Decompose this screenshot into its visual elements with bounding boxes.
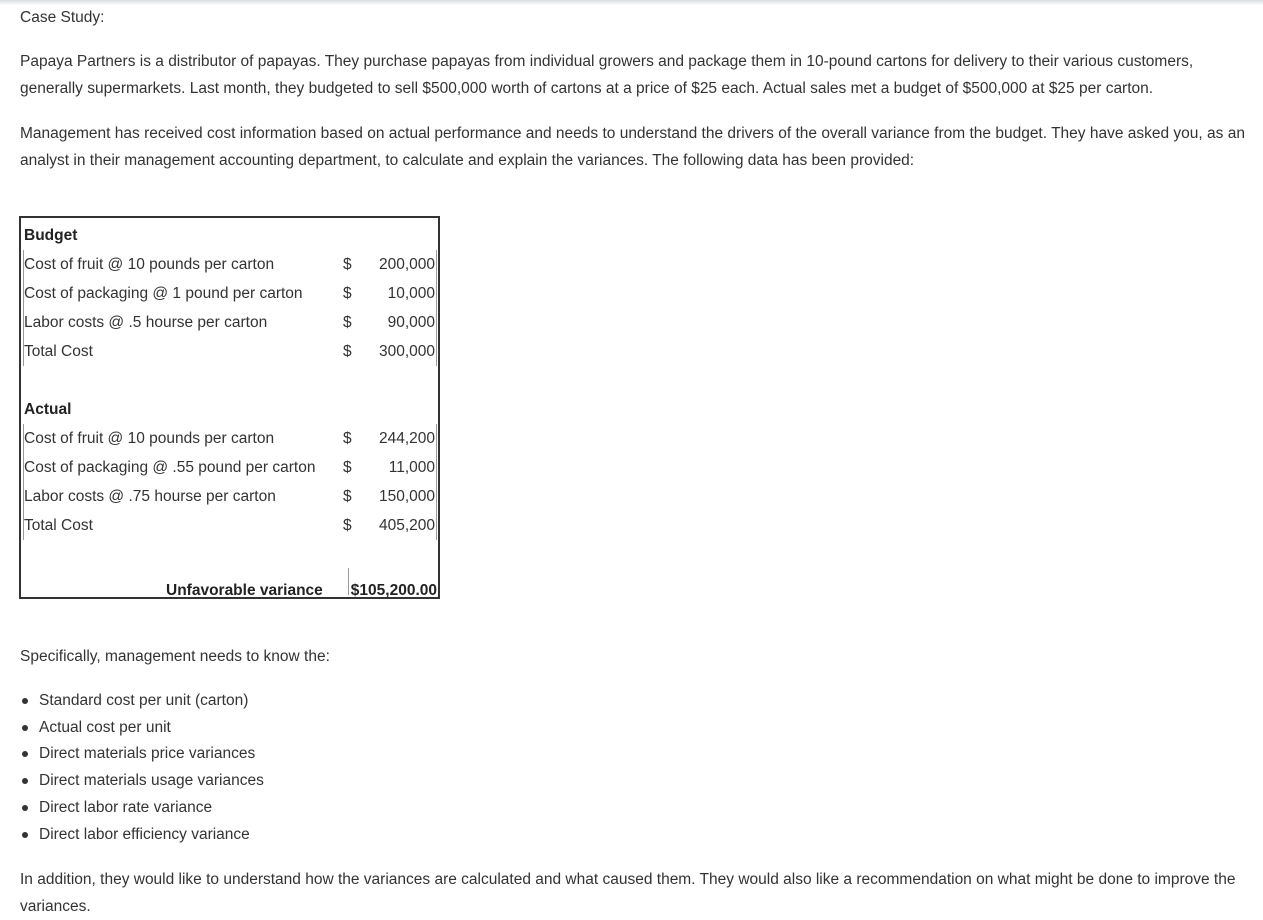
row-amount: 300,000 bbox=[379, 337, 437, 366]
specifically-text: Specifically, management needs to know the: bbox=[20, 648, 330, 665]
list-item-text: Direct labor rate variance bbox=[39, 798, 213, 816]
bullet-icon bbox=[22, 832, 28, 838]
row-label: Cost of packaging @ 1 pound per carton bbox=[23, 279, 303, 308]
actual-section-heading bbox=[21, 395, 438, 424]
row-label: Total Cost bbox=[23, 511, 93, 540]
bullet-icon bbox=[22, 751, 28, 757]
actual-heading: Actual bbox=[24, 401, 72, 418]
list-item-text: Direct labor efficiency variance bbox=[39, 825, 250, 843]
table-row bbox=[21, 453, 438, 482]
row-amount: 200,000 bbox=[379, 250, 437, 279]
list-item-text: Direct materials price variances bbox=[39, 745, 256, 763]
budget-heading: Budget bbox=[24, 227, 78, 244]
row-amount: 405,200 bbox=[379, 511, 437, 540]
closing-paragraph: In addition, they would like to understand how the variances are calculated and what caused them. They would also like a recommendation on what might be done to improve the variances. bbox=[20, 871, 1236, 915]
row-label: Total Cost bbox=[23, 337, 93, 366]
list-item bbox=[20, 822, 264, 849]
currency-symbol: $ bbox=[343, 285, 352, 302]
row-label: Labor costs @ .5 hourse per carton bbox=[23, 308, 267, 337]
row-label: Labor costs @ .75 hourse per carton bbox=[23, 482, 276, 511]
row-amount: 90,000 bbox=[388, 308, 437, 337]
cost-data-table bbox=[19, 216, 440, 599]
row-label: Cost of fruit @ 10 pounds per carton bbox=[23, 424, 274, 453]
row-label: Cost of packaging @ .55 pound per carton bbox=[23, 453, 315, 482]
currency-symbol: $ bbox=[343, 488, 352, 505]
row-amount: 11,000 bbox=[389, 453, 437, 482]
variance-label: Unfavorable variance bbox=[166, 582, 323, 599]
row-amount: 244,200 bbox=[379, 424, 437, 453]
intro-paragraph: Papaya Partners is a distributor of papayas. They purchase papayas from individual growers and package them in 10-pound cartons for delivery to their various customers, generally supermarkets. Last month, they budgeted to sell $500,000 worth of cartons at a price of $25 each. Actual sales met a budget of $500,000 at $25 per carton. bbox=[20, 53, 1194, 97]
list-item-text: Standard cost per unit (carton) bbox=[39, 692, 249, 709]
case-study-heading: Case Study: bbox=[20, 9, 105, 26]
bullet-icon bbox=[22, 805, 28, 811]
currency-symbol: $ bbox=[343, 343, 352, 360]
row-amount: 10,000 bbox=[388, 279, 437, 308]
currency-symbol: $ bbox=[343, 256, 352, 273]
table-row bbox=[21, 279, 438, 308]
requirements-list bbox=[20, 688, 264, 848]
management-paragraph: Management has received cost information based on actual performance and needs to understand the drivers of the overall variance from the budget. They have asked you, as an analyst in their management accounting department, to calculate and explain the variances. The following data has been provided: bbox=[20, 125, 1245, 169]
top-shadow bbox=[0, 0, 1263, 5]
budget-section-heading bbox=[21, 221, 438, 250]
currency-symbol: $ bbox=[343, 430, 352, 447]
bullet-icon bbox=[22, 725, 28, 731]
currency-symbol: $ bbox=[343, 459, 352, 476]
table-row bbox=[21, 308, 438, 337]
variance-amount: $105,200.00 bbox=[348, 568, 437, 595]
list-item-text: Direct materials usage variances bbox=[39, 772, 264, 790]
list-item bbox=[20, 795, 264, 822]
row-amount: 150,000 bbox=[379, 482, 437, 511]
table-row bbox=[21, 424, 438, 453]
table-row bbox=[21, 337, 438, 366]
list-item-text: Actual cost per unit bbox=[39, 718, 171, 736]
table-row bbox=[21, 482, 438, 511]
table-row bbox=[21, 511, 438, 540]
bullet-icon bbox=[22, 698, 28, 704]
list-item bbox=[20, 715, 264, 742]
row-label: Cost of fruit @ 10 pounds per carton bbox=[23, 250, 274, 279]
table-row bbox=[21, 250, 438, 279]
list-item bbox=[20, 688, 264, 715]
list-item bbox=[20, 768, 264, 795]
bullet-icon bbox=[22, 778, 28, 784]
list-item bbox=[20, 741, 264, 768]
currency-symbol: $ bbox=[343, 517, 352, 534]
currency-symbol: $ bbox=[343, 314, 352, 331]
